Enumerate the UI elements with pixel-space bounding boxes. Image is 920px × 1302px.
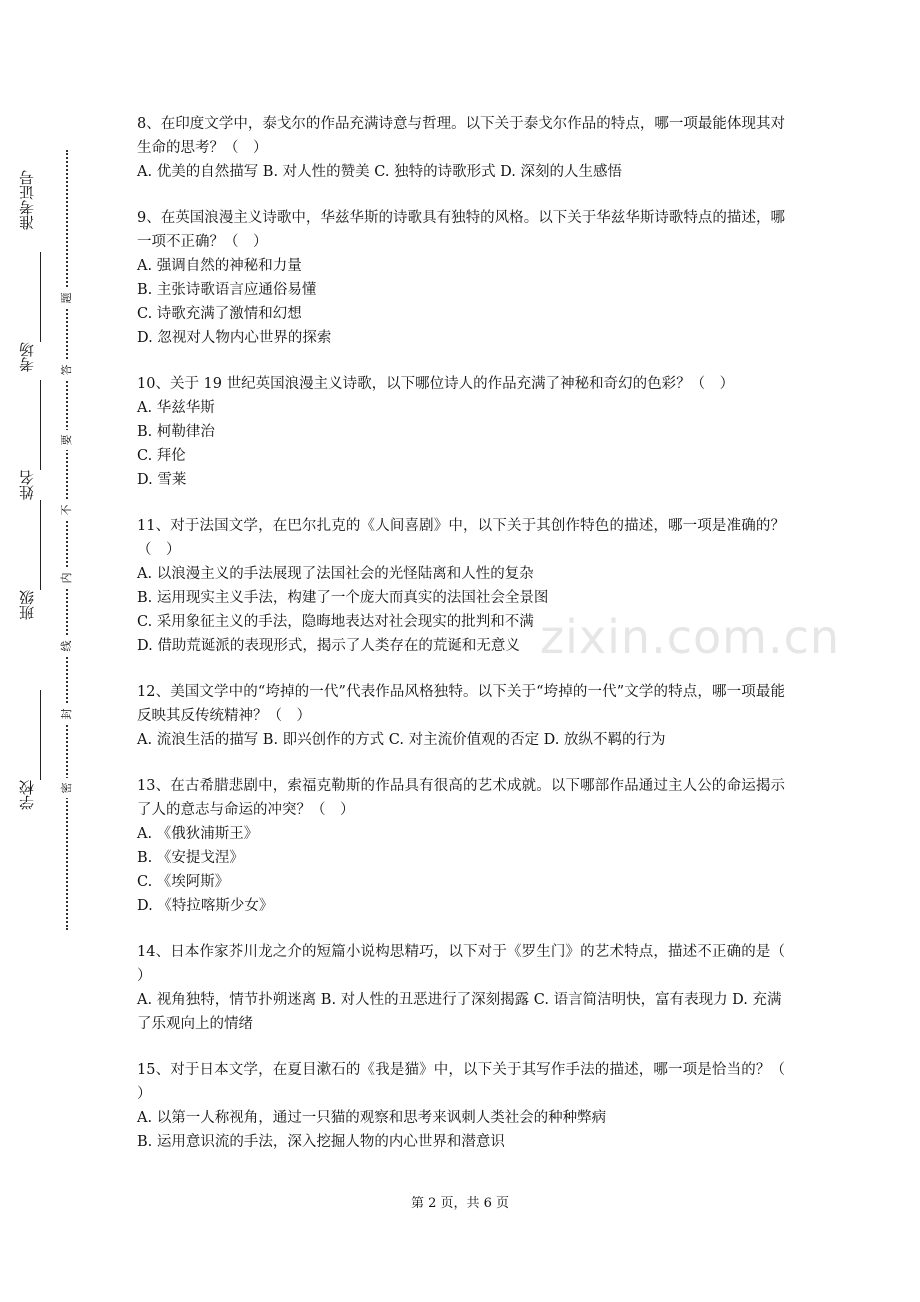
seal-char: 答 — [58, 360, 74, 380]
seal-char: 要 — [58, 430, 74, 450]
room-label: 考场 — [18, 342, 36, 372]
seal-line-text — [56, 150, 76, 930]
seal-char: 封 — [58, 704, 74, 724]
question-stem: 14、日本作家芥川龙之介的短篇小说构思精巧，以下对于《罗生门》的艺术特点，描述不正确的是（ ） — [137, 944, 785, 984]
question-8 — [137, 112, 785, 184]
school-field — [18, 780, 48, 810]
question-stem: 10、关于 19 世纪英国浪漫主义诗歌，以下哪位诗人的作品充满了神秘和奇幻的色彩？（ ） — [137, 376, 735, 392]
name-field — [18, 470, 48, 500]
seal-char: 密 — [58, 778, 74, 798]
option-c: C. 采用象征主义的手法，隐晦地表达对社会现实的批判和不满 — [137, 614, 534, 630]
question-stem: 8、在印度文学中，泰戈尔的作品充满诗意与哲理。以下关于泰戈尔作品的特点，哪一项最能体现其对生命的思考？（ ） — [137, 116, 785, 156]
question-11 — [137, 514, 785, 658]
question-12 — [137, 680, 785, 752]
school-label: 学校 — [18, 780, 36, 810]
option-d: D. 雪莱 — [137, 472, 187, 488]
question-stem: 11、对于法国文学，在巴尔扎克的《人间喜剧》中，以下关于其创作特色的描述，哪一项是准确的？（ ） — [137, 518, 785, 558]
option-a: A. 华兹华斯 — [137, 400, 215, 416]
room-field — [18, 342, 48, 372]
option-b: B. 《安提戈涅》 — [137, 850, 244, 866]
class-field — [18, 590, 48, 620]
option-b: B. 运用现实主义手法，构建了一个庞大而真实的法国社会全景图 — [137, 590, 549, 606]
question-options-inline: A. 优美的自然描写 B. 对人性的赞美 C. 独特的诗歌形式 D. 深刻的人生感悟 — [137, 164, 623, 180]
page-number: 第 2 页，共 6 页 — [410, 1196, 510, 1211]
option-a: A. 《俄狄浦斯王》 — [137, 826, 259, 842]
exam-number-label: 准考证号 — [18, 170, 36, 230]
question-13 — [137, 774, 785, 918]
school-blank — [40, 690, 41, 780]
option-a: A. 以第一人称视角，通过一只猫的观察和思考来讽刺人类社会的种种弊病 — [137, 1110, 607, 1126]
seal-char: 不 — [58, 500, 74, 520]
option-a: A. 以浪漫主义的手法展现了法国社会的光怪陆离和人性的复杂 — [137, 566, 534, 582]
option-c: C. 《埃阿斯》 — [137, 874, 230, 890]
option-c: C. 诗歌充满了激情和幻想 — [137, 306, 302, 322]
question-14 — [137, 940, 785, 1036]
option-a: A. 强调自然的神秘和力量 — [137, 258, 302, 274]
student-info-fields — [18, 150, 48, 950]
seal-char: 内 — [58, 568, 74, 588]
seal-char: 题 — [58, 288, 74, 308]
option-d: D. 《特拉喀斯少女》 — [137, 898, 274, 914]
binding-margin — [0, 0, 100, 1302]
option-b: B. 柯勒律治 — [137, 424, 215, 440]
question-stem: 13、在古希腊悲剧中，索福克勒斯的作品具有很高的艺术成就。以下哪部作品通过主人公的命运揭示了人的意志与命运的冲突？（ ） — [137, 778, 785, 818]
question-options-inline: A. 流浪生活的描写 B. 即兴创作的方式 C. 对主流价值观的否定 D. 放纵不羁的行为 — [137, 732, 666, 748]
question-9 — [137, 206, 785, 350]
option-b: B. 运用意识流的手法，深入挖掘人物的内心世界和潜意识 — [137, 1134, 505, 1150]
question-list — [137, 112, 785, 1176]
exam-number-field — [18, 170, 48, 230]
class-blank — [40, 500, 41, 590]
name-label: 姓名 — [18, 470, 36, 500]
question-15 — [137, 1058, 785, 1154]
watermark: zixin.com.cn — [540, 610, 841, 664]
seal-char: 线 — [58, 636, 74, 656]
option-b: B. 主张诗歌语言应通俗易懂 — [137, 282, 317, 298]
name-blank — [40, 380, 41, 470]
option-d: D. 借助荒诞派的表现形式，揭示了人类存在的荒诞和无意义 — [137, 638, 520, 654]
option-c: C. 拜伦 — [137, 448, 186, 464]
option-d: D. 忽视对人物内心世界的探索 — [137, 330, 332, 346]
question-10 — [137, 372, 785, 492]
question-stem: 12、美国文学中的“垮掉的一代”代表作品风格独特。以下关于“垮掉的一代”文学的特点，哪一项最能反映其反传统精神？（ ） — [137, 684, 785, 724]
class-label: 班级 — [18, 590, 36, 620]
question-stem: 15、对于日本文学，在夏目漱石的《我是猫》中，以下关于其写作手法的描述，哪一项是恰当的？（ ） — [137, 1062, 785, 1102]
room-blank — [40, 252, 41, 342]
question-options-inline: A. 视角独特，情节扑朔迷离 B. 对人性的丑恶进行了深刻揭露 C. 语言简洁明快，富有表现力 D. 充满了乐观向上的情绪 — [137, 992, 782, 1032]
question-stem: 9、在英国浪漫主义诗歌中，华兹华斯的诗歌具有独特的风格。以下关于华兹华斯诗歌特点的描述，哪一项不正确？（ ） — [137, 210, 785, 250]
